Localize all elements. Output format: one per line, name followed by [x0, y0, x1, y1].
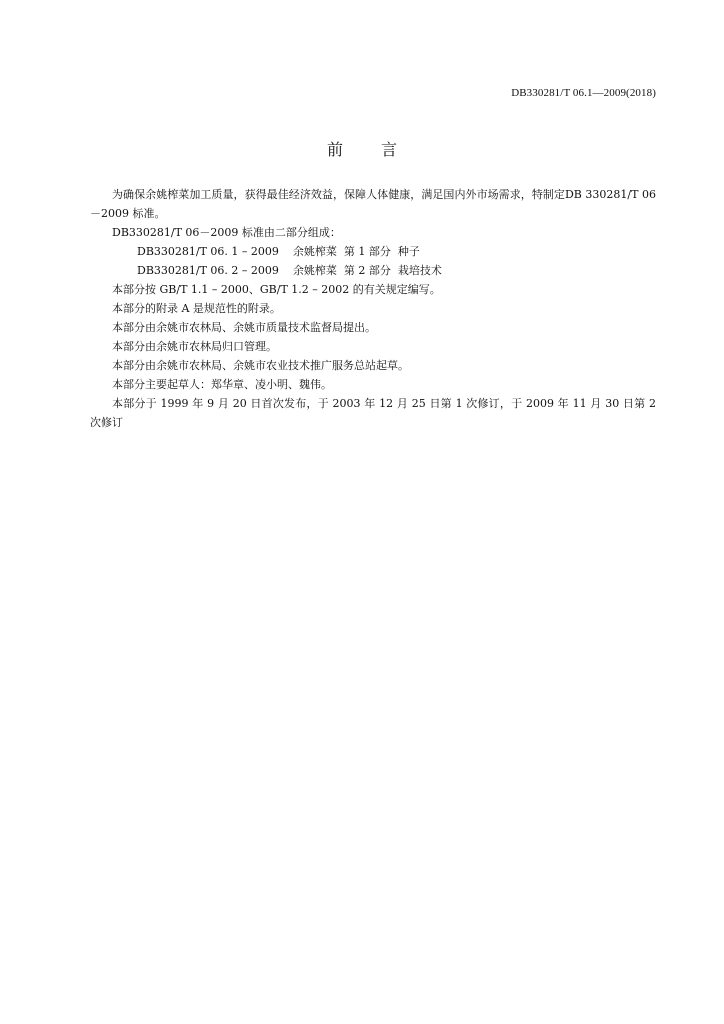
- paragraph-proposer: 本部分由余姚市农林局、余姚市质量技术监督局提出。: [112, 321, 376, 334]
- paragraph-drafters: 本部分主要起草人：郑华章、凌小明、魏伟。: [112, 378, 332, 391]
- paragraph-appendix: 本部分的附录 A 是规范性的附录。: [112, 302, 281, 315]
- list-item-part-1: DB330281/T 06. 1 – 2009 余姚榨菜 第 1 部分 种子: [137, 245, 420, 258]
- foreword-body: [90, 185, 656, 432]
- paragraph-history: 本部分于 1999 年 9 月 20 日首次发布，于 2003 年 12 月 25 日第 1 次修订，于 2009 年 11 月 30 日第 2 次修订: [90, 397, 656, 429]
- title-char-1: 前: [326, 140, 343, 159]
- paragraph-composition: DB330281/T 06－2009 标准由二部分组成：: [112, 226, 341, 239]
- paragraph-drafting-rules: 本部分按 GB/T 1.1 – 2000、GB/T 1.2 – 2002 的有关规定编写。: [112, 283, 441, 296]
- paragraph-purpose: 为确保余姚榨菜加工质量，获得最佳经济效益，保障人体健康，满足国内外市场需求，特制定DB 330281/T 06－2009 标准。: [90, 188, 656, 220]
- title-char-2: 言: [381, 140, 398, 159]
- document-code: DB330281/T 06.1—2009(2018): [511, 87, 656, 99]
- list-item-part-2: DB330281/T 06. 2 – 2009 余姚榨菜 第 2 部分 栽培技术: [137, 264, 442, 277]
- page-title: [0, 137, 724, 160]
- paragraph-administration: 本部分由余姚市农林局归口管理。: [112, 340, 277, 353]
- paragraph-drafting-unit: 本部分由余姚市农林局、余姚市农业技术推广服务总站起草。: [112, 359, 409, 372]
